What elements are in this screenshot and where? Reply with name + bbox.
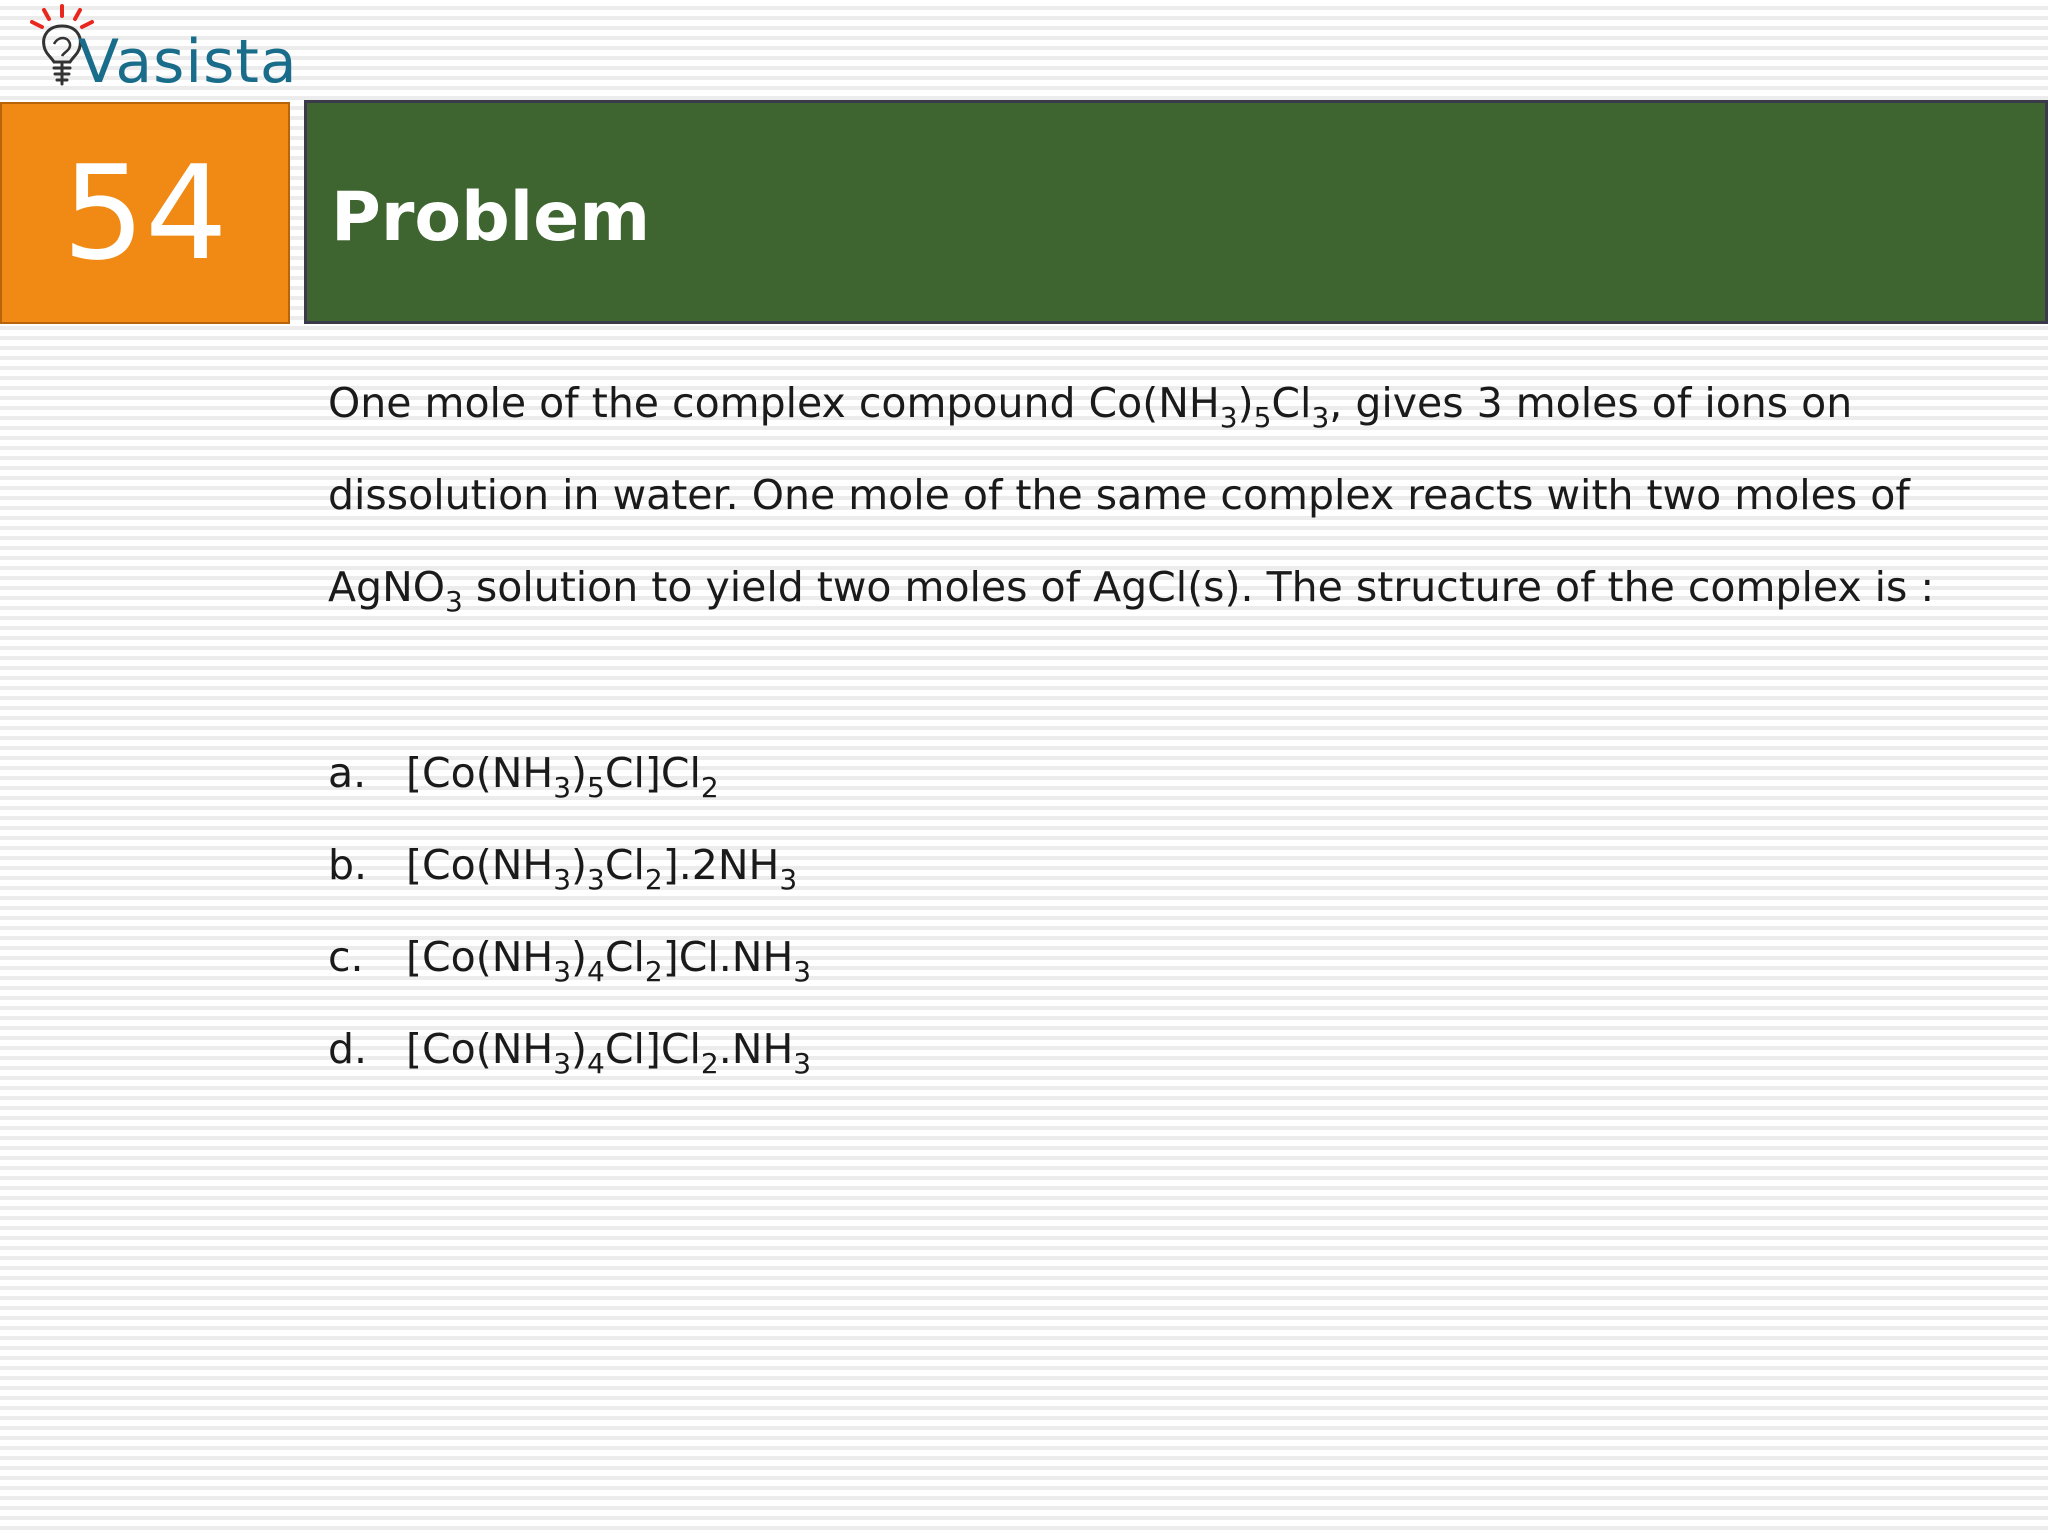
option-formula: $[Co(NH_3)_4Cl]Cl_2.NH_3$ [406,1025,812,1080]
option-letter: d. [328,1025,368,1073]
question-line-2: dissolution in water. One mole of the same complex reacts with two moles of [328,471,1910,519]
option-c [328,924,811,1016]
question-text [328,370,2028,646]
option-b [328,832,811,924]
problem-number: 54 [62,137,228,289]
option-formula: $[Co(NH_3)_3Cl_2].2NH_3$ [406,841,798,896]
problem-number-box [0,102,290,324]
page-title: Problem [331,177,651,257]
option-formula: $[Co(NH_3)_5Cl]Cl_2$ [406,749,719,804]
title-bar [304,100,2048,324]
option-letter: a. [328,749,367,797]
vasista-logo [18,0,298,100]
options-list [328,740,811,1108]
option-letter: c. [328,933,364,981]
option-letter: b. [328,841,368,889]
logo-text: Vasista [78,27,298,97]
question-line-3: AgNO$_3$ solution to yield two moles of AgCl(s). The structure of the complex is : [328,563,1935,618]
option-d [328,1016,811,1108]
option-a [328,740,811,832]
question-line-1: One mole of the complex compound $Co(NH_3)_5Cl_3$, gives 3 moles of ions on [328,379,1853,434]
option-formula: $[Co(NH_3)_4Cl_2]Cl.NH_3$ [406,933,812,988]
